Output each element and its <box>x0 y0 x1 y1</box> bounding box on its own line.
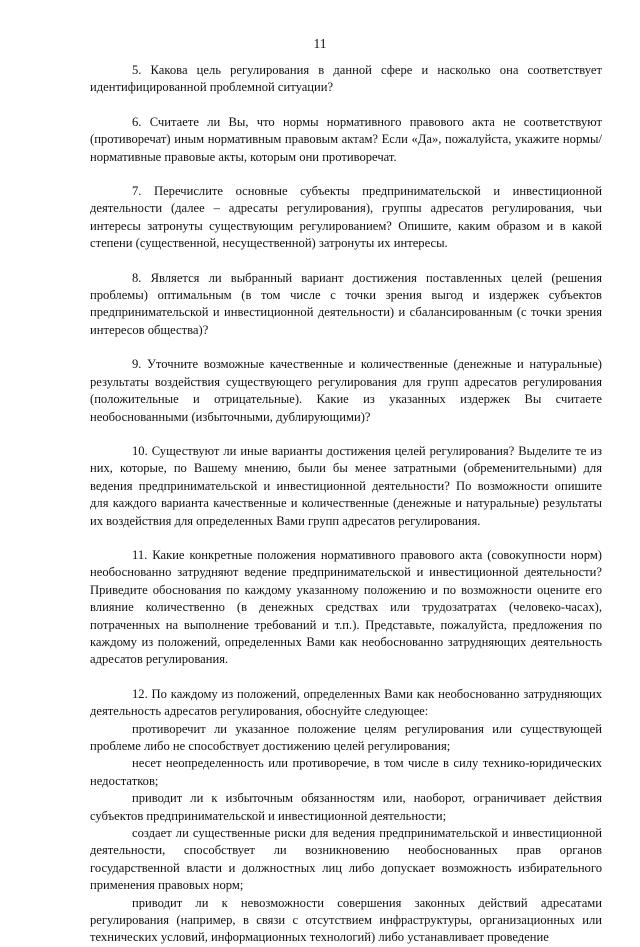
question-10: 10. Существуют ли иные варианты достижения целей регулирования? Выделите те из них, которые, по Вашему мнению, были бы менее затратными (обременительными) для ведения предпринимательской и инвестиционной деятельности? По возможности опишите для каждого варианта качественные и количественные (денежные и натуральные) результаты их воздействия для определенных Вами групп адресатов регулирования. <box>90 443 602 528</box>
question-12-item: приводит ли к избыточным обязанностям или, наоборот, ограничивает действия субъектов предпринимательской и инвестиционной деятельности; <box>90 791 602 823</box>
question-5: 5. Какова цель регулирования в данной сфере и насколько она соответствует идентифицированной проблемной ситуации? <box>90 63 602 95</box>
question-12-item: противоречит ли указанное положение целям регулирования или существующей проблеме либо не способствует достижению целей регулирования; <box>90 721 602 753</box>
question-6: 6. Считаете ли Вы, что нормы нормативного правового акта не соответствуют (противоречат) иным нормативным правовым актам? Если «Да», пожалуйста, укажите нормы/нормативные правовые акты, которым они противоречат. <box>90 114 602 164</box>
question-12-item: создает ли существенные риски для ведения предпринимательской и инвестиционной деятельности, способствует ли возникновению необоснованных прав органов государственной власти и должностных лиц либо допускает возможность избирательного применения правовых норм; <box>90 826 602 893</box>
document-body <box>90 62 602 947</box>
question-7: 7. Перечислите основные субъекты предпринимательской и инвестиционной деятельности (далее – адресаты регулирования), группы адресатов регулирования, чьи интересы затронуты существующим регулированием? Опишите, каким образом и в какой степени (существенной, несущественной) затронуты их интересы. <box>90 184 602 251</box>
question-11: 11. Какие конкретные положения нормативного правового акта (совокупности норм) необоснованно затрудняют ведение предпринимательской и инвестиционной деятельности? Приведите обоснования по каждому указанному положению и по возможности оцените его влияние количественно (в денежных средствах или трудозатратах (человеко-часах), потраченных на выполнение требований и т.п.). Представьте, пожалуйста, предложения по каждому из положений, определенных Вами как необоснованно затрудняющих деятельность адресатов регулирования. <box>90 547 602 667</box>
question-9: 9. Уточните возможные качественные и количественные (денежные и натуральные) результаты воздействия существующего регулирования для групп адресатов регулирования (положительные и отрицательные). Какие из указанных издержек Вы считаете необоснованными (избыточными, дублирующими)? <box>90 357 602 424</box>
question-12 <box>90 686 602 947</box>
page-number: 11 <box>313 36 327 51</box>
question-8: 8. Является ли выбранный вариант достижения поставленных целей (решения проблемы) оптимальным (в том числе с точки зрения выгод и издержек субъектов предпринимательской и инвестиционной деятельности) и сбалансированным (с точки зрения интересов общества)? <box>90 270 602 337</box>
question-12-intro: 12. По каждому из положений, определенных Вами как необоснованно затрудняющих деятельность адресатов регулирования, обоснуйте следующее: <box>90 686 602 719</box>
question-12-item: несет неопределенность или противоречие, в том числе в силу технико-юридических недостатков; <box>90 756 602 788</box>
question-12-item: приводит ли к невозможности совершения законных действий адресатами регулирования (например, в связи с отсутствием инфраструктуры, организационных или технических условий, информационных технологий) либо устанавливает проведение <box>90 895 602 945</box>
